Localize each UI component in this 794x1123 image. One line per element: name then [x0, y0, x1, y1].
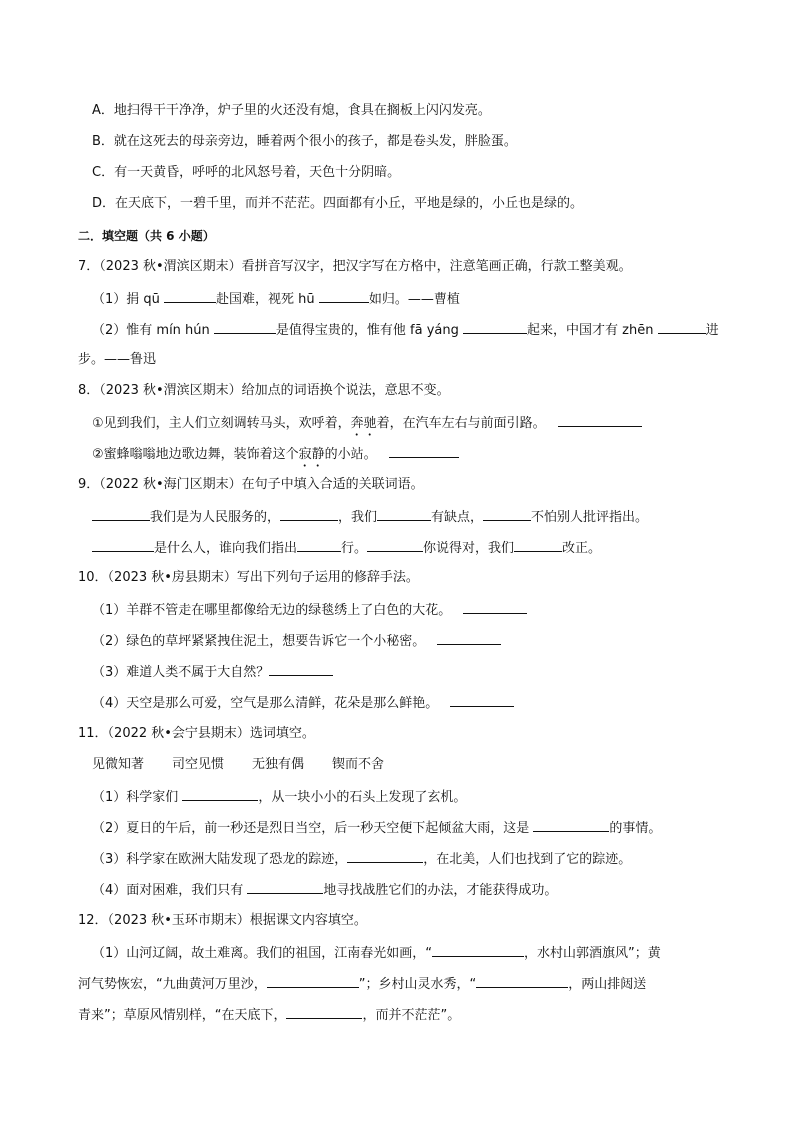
q11-blank-3[interactable]: [347, 850, 423, 863]
q8-text: 的小站。: [324, 447, 377, 462]
q9-blank-8[interactable]: [514, 539, 562, 552]
q11-word-bank: [92, 757, 412, 773]
q9-line1: [92, 508, 648, 526]
q11-blank-2[interactable]: [533, 819, 609, 832]
option-b: B．就在这死去的母亲旁边，睡着两个很小的孩子，都是卷头发，胖脸蛋。: [92, 134, 517, 149]
q7-line2: [92, 321, 719, 339]
q11-item-4: [92, 881, 557, 899]
q10-stem: 10．（2023 秋•房县期末）写出下列句子运用的修辞手法。: [78, 570, 419, 585]
q8-text: ①见到我们，主人们立刻调转马头，欢呼着，: [92, 416, 351, 431]
q11-text: （2）夏日的午后，前一秒还是烈日当空，后一秒天空便下起倾盆大雨，这是: [92, 821, 530, 836]
q8-emphasized-word: 奔驰: [350, 416, 377, 431]
q9-text: 改正。: [562, 541, 602, 556]
q12-blank-2[interactable]: [267, 975, 359, 988]
q7-blank-1[interactable]: [164, 290, 216, 303]
q11-stem: 11．（2022 秋•会宁县期末）选词填空。: [78, 726, 315, 741]
q8-stem: 8．（2023 秋•渭滨区期末）给加点的词语换个说法，意思不变。: [78, 383, 450, 398]
q10-text: （4）天空是那么可爱，空气是那么清鲜，花朵是那么鲜艳。: [92, 696, 439, 711]
q7-text: （2）惟有 mín hún: [92, 323, 210, 338]
q8-answer-2[interactable]: [389, 445, 459, 458]
q7-blank-4[interactable]: [463, 321, 527, 334]
q7-text: 进: [705, 323, 719, 338]
q10-text: （1）羊群不管走在哪里都像给无边的绿毯绣上了白色的大花。: [92, 603, 452, 618]
q9-text: ，我们: [338, 510, 378, 525]
q7-blank-3[interactable]: [214, 321, 276, 334]
q11-text: 地寻找战胜它们的办法，才能获得成功。: [323, 883, 558, 898]
q12-text: ”；乡村山灵水秀，“: [358, 977, 477, 992]
q9-blank-2[interactable]: [280, 508, 338, 521]
q8-text: 着，在汽车左右与前面引路。: [376, 416, 546, 431]
q10-item-3: [92, 663, 333, 681]
option-a: A．地扫得干干净净，炉子里的火还没有熄，食具在搁板上闪闪发亮。: [92, 103, 491, 118]
q12-line2: [78, 975, 646, 993]
q7-text: 是值得宝贵的，惟有他 fā yáng: [275, 323, 459, 338]
section-title: 二．填空题（共 6 小题）: [78, 229, 215, 243]
q10-item-4: [92, 694, 514, 712]
q8-sentence-2: [92, 445, 459, 470]
q12-stem: 12．（2023 秋•玉环市期末）根据课文内容填空。: [78, 913, 367, 928]
q10-answer-4[interactable]: [450, 694, 514, 707]
q10-answer-3[interactable]: [269, 663, 333, 676]
q9-blank-1[interactable]: [92, 508, 150, 521]
q9-text: 你说得对，我们: [423, 541, 515, 556]
q10-text: （2）绿色的草坪紧紧拽住泥土，想要告诉它一个小秘密。: [92, 634, 426, 649]
q7-text: 起来，中国才有 zhēn: [527, 323, 654, 338]
q12-line1: [92, 944, 661, 962]
q8-sentence-1: [92, 414, 642, 439]
q7-blank-2[interactable]: [319, 290, 369, 303]
q11-item-1: [92, 788, 466, 806]
q9-stem: 9．（2022 秋•海门区期末）在句子中填入合适的关联词语。: [78, 477, 424, 492]
q9-blank-5[interactable]: [92, 539, 154, 552]
q12-blank-4[interactable]: [286, 1006, 362, 1019]
q12-text: 青来”；草原风情别样，“在天底下，: [78, 1008, 287, 1023]
q9-text: 行。: [341, 541, 368, 556]
q7-text: 如归。——曹植: [368, 292, 460, 307]
q12-text: 河气势恢宏，“九曲黄河万里沙，: [78, 977, 267, 992]
q7-line1: [92, 290, 460, 308]
q7-line3: 步。——鲁迅: [78, 352, 157, 367]
q8-answer-1[interactable]: [558, 414, 642, 427]
q11-word: 见微知著: [92, 757, 145, 772]
q11-text: （4）面对困难，我们只有: [92, 883, 244, 898]
q10-item-1: [92, 601, 527, 619]
option-d: D．在天底下，一碧千里，而并不茫茫。四面都有小丘，平地是绿的，小丘也是绿的。: [92, 196, 584, 211]
q12-text: ，而并不茫茫”。: [362, 1008, 461, 1023]
option-c: C．有一天黄昏，呼呼的北风怒号着，天色十分阴暗。: [92, 165, 401, 180]
q10-answer-2[interactable]: [437, 632, 501, 645]
q10-item-2: [92, 632, 501, 650]
q8-text: ②蜜蜂嗡嗡地边歌边舞，装饰着这个: [92, 447, 299, 462]
q11-word: 锲而不舍: [332, 757, 385, 772]
q12-blank-1[interactable]: [432, 944, 524, 957]
q12-text: ，水村山郭酒旗风”；黄: [524, 946, 661, 961]
q10-text: （3）难道人类不属于大自然？: [92, 665, 270, 680]
q11-item-2: [92, 819, 661, 837]
q9-blank-3[interactable]: [377, 508, 431, 521]
q11-blank-4[interactable]: [247, 881, 323, 894]
q12-blank-3[interactable]: [476, 975, 568, 988]
q9-text: 有缺点，: [431, 510, 484, 525]
q11-word: 无独有偶: [252, 757, 305, 772]
q9-line2: [92, 539, 601, 557]
q9-text: 我们是为人民服务的，: [150, 510, 281, 525]
q10-answer-1[interactable]: [463, 601, 527, 614]
q9-blank-4[interactable]: [483, 508, 531, 521]
q7-blank-5[interactable]: [658, 321, 706, 334]
q11-text: ，从一块小小的石头上发现了玄机。: [258, 790, 467, 805]
q12-line3: [78, 1006, 460, 1024]
q11-item-3: [92, 850, 631, 868]
q9-blank-6[interactable]: [297, 539, 341, 552]
q11-blank-1[interactable]: [182, 788, 258, 801]
q11-word: 司空见惯: [172, 757, 225, 772]
q7-text: 赴国难，视死 hū: [216, 292, 315, 307]
q7-stem: 7．（2023 秋•渭滨区期末）看拼音写汉字，把汉字写在方格中，注意笔画正确，行款工整美观。: [78, 259, 632, 274]
q11-text: （3）科学家在欧洲大陆发现了恐龙的踪迹，: [92, 852, 348, 867]
q7-text: （1）捐 qū: [92, 292, 160, 307]
q12-text: （1）山河辽阔，故土难离。我们的祖国，江南春光如画，“: [92, 946, 433, 961]
q12-text: ，两山排闼送: [568, 977, 647, 992]
q11-text: ，在北美，人们也找到了它的踪迹。: [423, 852, 632, 867]
q9-text: 是什么人，谁向我们指出: [154, 541, 298, 556]
q11-text: 的事情。: [609, 821, 662, 836]
q8-emphasized-word: 寂静: [298, 447, 325, 462]
q9-blank-7[interactable]: [367, 539, 423, 552]
q9-text: 不怕别人批评指出。: [531, 510, 649, 525]
q11-text: （1）科学家们: [92, 790, 179, 805]
